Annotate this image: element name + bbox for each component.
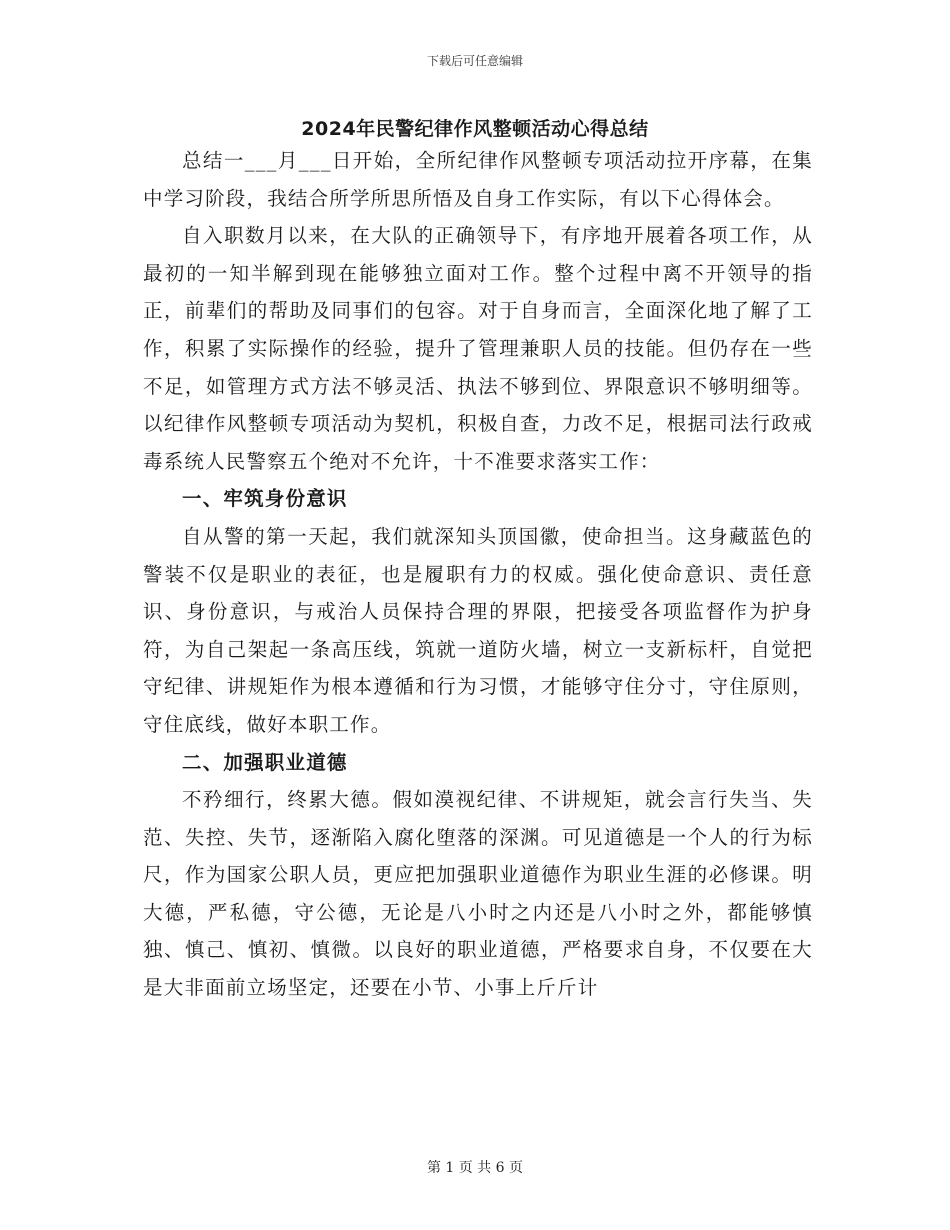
header-note: 下载后可任意编辑 (426, 54, 523, 68)
document-body (143, 142, 813, 1007)
section-heading: 一、牢筑身份意识 (182, 487, 348, 511)
section-paragraph: 自从警的第一天起，我们就深知头顶国徽，使命担当。这身藏蓝色的警装不仅是职业的表征，也是履职有力的权威。强化使命意识、责任意识、身份意识，与戒治人员保持合理的界限，把接受各项监督作为护身符，为自己架起一条高压线，筑就一道防火墙，树立一支新标杆，自觉把守纪律、讲规矩作为根本遵循和行为习惯，才能够守住分寸，守住原则，守住底线，做好本职工作。 (143, 524, 813, 736)
page-footer: 第 1 页 共 6 页 (426, 1160, 524, 1176)
intro-paragraph: 总结一___月___日开始，全所纪律作风整顿专项活动拉开序幕，在集中学习阶段，我结合所学所思所悟及自身工作实际，有以下心得体会。 (143, 149, 813, 210)
section-heading: 二、加强职业道德 (182, 750, 348, 774)
body-paragraph: 自入职数月以来，在大队的正确领导下，有序地开展着各项工作，从最初的一知半解到现在能够独立面对工作。整个过程中离不开领导的指正，前辈们的帮助及同事们的包容。对于自身而言，全面深化地了解了工作，积累了实际操作的经验，提升了管理兼职人员的技能。但仍存在一些不足，如管理方式方法不够灵活、执法不够到位、界限意识不够明细等。以纪律作风整顿专项活动为契机，积极自查，力改不足，根据司法行政戒毒系统人民警察五个绝对不允许，十不准要求落实工作： (143, 224, 813, 473)
document-title: 2024年民警纪律作风整顿活动心得总结 (301, 118, 649, 140)
section-paragraph: 不矜细行，终累大德。假如漠视纪律、不讲规矩，就会言行失当、失范、失控、失节，逐渐陷入腐化堕落的深渊。可见道德是一个人的行为标尺，作为国家公职人员，更应把加强职业道德作为职业生涯的必修课。明大德，严私德，守公德，无论是八小时之内还是八小时之外，都能够慎独、慎己、慎初、慎微。以良好的职业道德，严格要求自身，不仅要在大是大非面前立场坚定，还要在小节、小事上斤斤计 (143, 788, 813, 1000)
